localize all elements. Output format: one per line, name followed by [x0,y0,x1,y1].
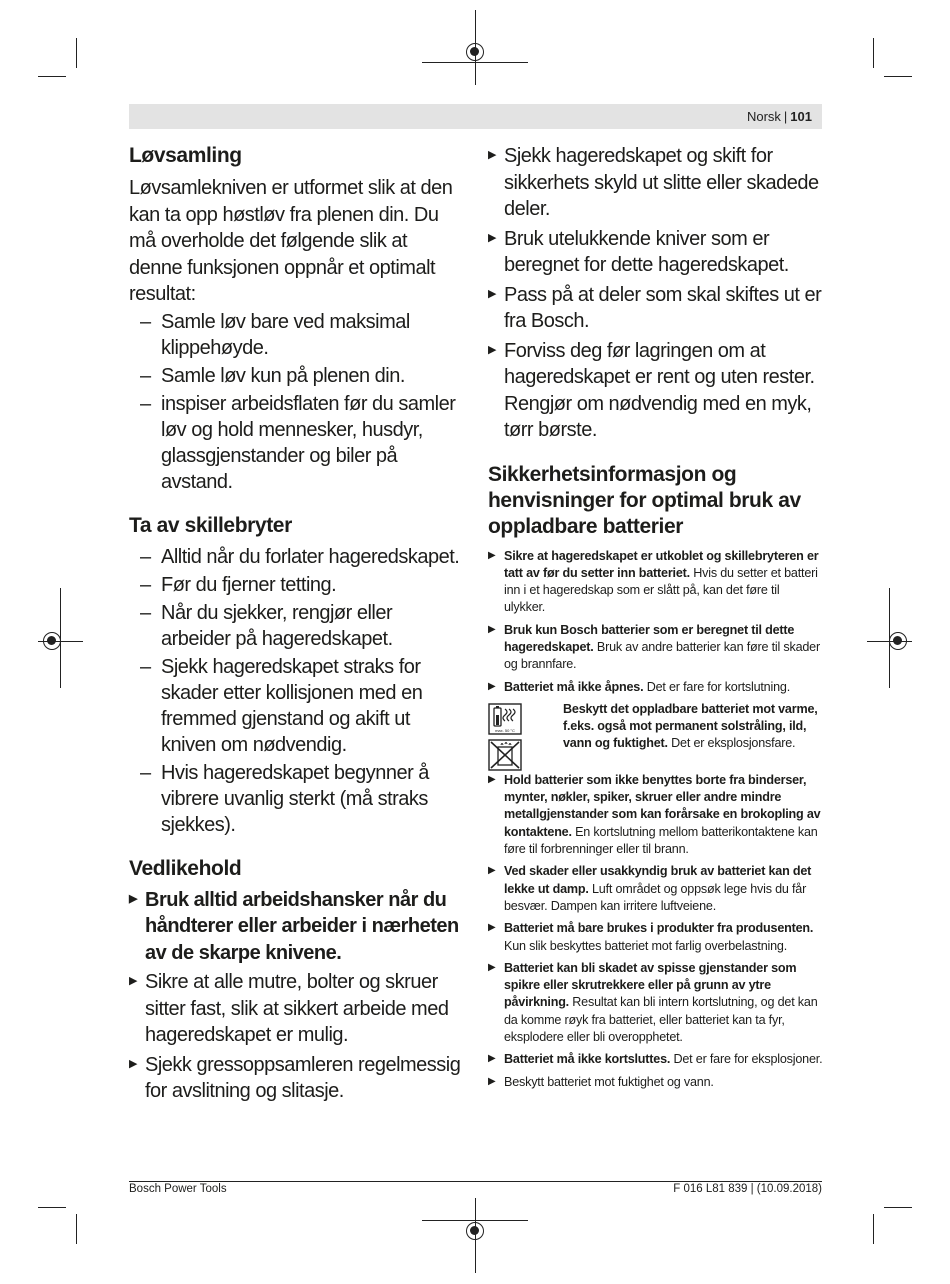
registration-line [422,62,528,63]
registration-mark-icon [43,632,61,650]
no-water-icon [488,739,522,771]
list-item: ▶ Pass på at deler som skal skiftes ut er fra Bosch. [488,283,822,332]
section-heading: Sikkerhetsinformasjon og henvisninger for optimal bruk av oppladbare batterier [488,462,801,538]
list-item: ▶ Forviss deg før lagringen om at hageredskapet er rent og uten rester. Rengjør om nødvendig med en myk, tørr børste. [488,339,815,441]
footer-doc-id: F 016 L81 839 | (10.09.2018) [673,1183,822,1195]
paragraph: Løvsamlekniven er utformet slik at den kan ta opp høstløv fra plenen din. Du må overholde det følgende slik at denne funksjonen oppnår et optimalt resultat: [129,177,453,305]
crop-mark [38,1207,66,1208]
list-item: – Samle løv kun på plenen din. [140,364,405,387]
section-heading: Ta av skillebryter [129,513,292,537]
list-item: ▶ Sikre at hageredskapet er utkoblet og skillebryteren er tatt av før du setter inn batteriet. Hvis du setter et batteri inn i et hageredskap som er slått på, kan det føre til ulykker. [488,548,819,615]
battery-list [488,548,823,696]
footer-brand: Bosch Power Tools [129,1183,227,1195]
list-item: ▶ Batteriet må ikke åpnes. Det er fare for kortslutning. [488,679,790,694]
crop-mark [38,76,66,77]
list-item: ▶ Batteriet må bare brukes i produkter fra produsenten. Kun slik beskyttes batteriet mot farlig overbelastning. [488,921,814,953]
registration-mark-icon [466,43,484,61]
list-item: ▶ Beskytt batteriet mot fuktighet og vann. [488,1074,714,1089]
header-language: Norsk [746,109,781,124]
triangle-list [129,887,464,1105]
list-item: ▶ Bruk utelukkende kniver som er beregnet for dette hageredskapet. [488,227,789,276]
list-item: ▶ Bruk alltid arbeidshansker når du håndterer eller arbeider i nærheten av de skarpe knivene. [129,888,459,964]
list-item: – inspiser arbeidsflaten før du samler løv og hold mennesker, husdyr, glassgjenstander og biler på avstand. [140,392,456,493]
list-item: ▶ Hold batterier som ikke benyttes borte fra binderser, mynter, nøkler, spiker, skruer eller andre mindre metallgjenstander som kan forårsake en brokopling av kontaktene. En kortslutning mellom batterikontaktene kan føre til forbrenninger eller til brann. [488,772,821,857]
list-item: ▶ Sikre at alle mutre, bolter og skruer sitter fast, slik at sikkert arbeide med hageredskapet er mulig. [129,971,449,1046]
list-item: ▶ Ved skader eller usakkyndig bruk av batteriet kan det lekke ut damp. Luft området og oppsøk lege hvis du får besvær. Dampen kan irritere luftveiene. [488,864,812,913]
list-item: ▶ Batteriet kan bli skadet av spisse gjenstander som spikre eller skrutrekkere eller på grunn av ytre påvirkning. Resultat kan bli intern kortslutning, og det kan da komme røyk fra batteriet, eller batteriet kan ta fyr, eksplodere eller bli overopphetet. [488,960,818,1045]
list-item: – Sjekk hageredskapet straks for skader etter kollisjonen med en fremmed gjenstand og akift ut kniven om nødvendig. [140,655,423,756]
registration-line [422,1220,528,1221]
page-header [129,104,822,129]
registration-mark-icon [889,632,907,650]
footer-rule [129,1181,822,1182]
crop-mark [76,38,77,68]
list-item: – Før du fjerner tetting. [140,573,337,596]
crop-mark [873,1214,874,1244]
registration-mark-icon [466,1222,484,1240]
warning-text: Beskytt det oppladbare batteriet mot varme, f.eks. også mot permanent solstråling, ild, vann og fuktighet. Det er eksplosjonsfare. [563,701,818,751]
left-column [129,143,464,1108]
triangle-list [488,143,823,444]
right-column [488,143,823,1096]
list-item: ▶ Sjekk hageredskapet og skift for sikkerhets skyld ut slitte eller skadede deler. [488,145,819,220]
list-item: ▶ Batteriet må ikke kortsluttes. Det er fare for eksplosjoner. [488,1052,823,1067]
list-item: – Når du sjekker, rengjør eller arbeider på hageredskapet. [140,601,393,650]
crop-mark [884,76,912,77]
list-item: ▶ Sjekk gressoppsamleren regelmessig for avslitning og slitasje. [129,1053,461,1102]
list-item: – Samle løv bare ved maksimal klippehøyde. [140,310,410,359]
heat-warning-icon [488,703,522,735]
crop-mark [76,1214,77,1244]
list-item: – Alltid når du forlater hageredskapet. [140,545,460,568]
page-number: 101 [790,109,812,124]
crop-mark [873,38,874,68]
section-heading: Løvsamling [129,144,242,167]
svg-text:max. 50 °C: max. 50 °C [495,727,515,733]
dash-list [129,544,464,838]
list-item: ▶ Bruk kun Bosch batterier som er beregnet til dette hageredskapet. Bruk av andre batterier kan føre til skader og brannfare. [488,622,820,672]
battery-list [488,772,823,1091]
warning-icon-note [488,701,823,767]
crop-mark [884,1207,912,1208]
header-text: Norsk | 101 [746,109,812,124]
list-item: – Hvis hageredskapet begynner å vibrere uvanlig sterkt (må straks sjekkes). [140,761,429,836]
dash-list [129,309,464,495]
section-heading: Vedlikehold [129,856,242,880]
